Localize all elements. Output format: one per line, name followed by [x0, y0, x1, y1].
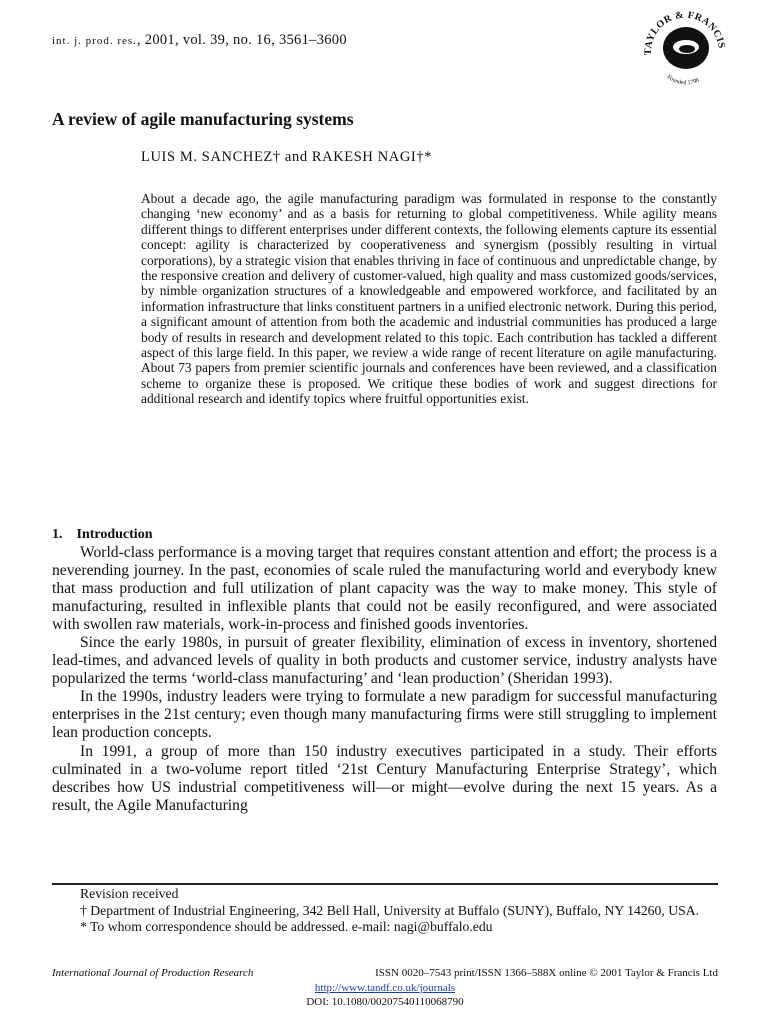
section-title: Introduction	[76, 527, 153, 542]
journal-abbreviation: int. j. prod. res.	[52, 35, 137, 47]
footnotes	[52, 886, 718, 936]
footnote-divider	[52, 883, 718, 885]
logo-wordmark: TAYLOR & FRANCIS	[642, 10, 727, 56]
footer-issn: ISSN 0020–7543 print/ISSN 1366–588X online © 2001 Taylor & Francis Ltd	[375, 967, 718, 979]
paper-title: A review of agile manufacturing systems	[52, 109, 354, 129]
body-paragraph: In 1991, a group of more than 150 industry executives participated in a study. Their efforts culminated in a two-volume report titled ‘21st Century Manufacturing Enterprise Strategy’, which describes how US industrial competitiveness will—or might—evolve during the next 15 years. As a result, the Agile Manufacturing	[52, 742, 717, 814]
body-paragraph: Since the early 1980s, in pursuit of greater flexibility, elimination of excess in inventory, shortened lead-times, and advanced levels of quality in both products and customer service, industry analysts have popularized the terms ‘world-class manufacturing’ and ‘lean production’ (Sheridan 1993).	[52, 634, 717, 688]
footer-doi: DOI: 10.1080/00207540110068790	[306, 996, 464, 1008]
journal-url-link[interactable]: http://www.tandf.co.uk/journals	[314, 981, 456, 994]
journal-volume-info: , 2001, vol. 39, no. 16, 3561–3600	[136, 32, 347, 48]
section-heading	[52, 527, 152, 543]
section-number: 1.	[52, 527, 63, 542]
revision-note: Revision received	[80, 886, 179, 901]
abstract: About a decade ago, the agile manufacturing paradigm was formulated in response to the constantly changing ‘new economy’ and as a basis for returning to global competitiveness. While agility means different things to different enterprises under different contexts, the following elements capture its essential concept: agility is characterized by cooperativeness and synergism (possibly resulting in virtual corporations), by a strategic vision that enables thriving in face of continuous and unpredictable change, by the responsive creation and delivery of customer-valued, high quality and mass customized goods/services, by nimble organization structures of a knowledgeable and empowered workforce, and facilitated by an information infrastructure that links constituent partners in a unified electronic network. During this period, a significant amount of attention from both the academic and industrial communities has produced a large body of results in research and development related to this topic. Each contribution has tackled a different aspect of this large field. In this paper, we review a wide range of recent literature on agile manufacturing. About 73 papers from premier scientific journals and conferences have been reviewed, and a classification scheme to organize these is proposed. We critique these bodies of work and suggest directions for additional research and identify topics where fruitful opportunities exist.	[141, 191, 718, 407]
body-paragraph: In the 1990s, industry leaders were trying to formulate a new paradigm for successful manufacturing enterprises in the 21st century; even though many manufacturing firms were still struggling to implement lean production concepts.	[52, 688, 717, 742]
footer-journal-name: International Journal of Production Research	[52, 967, 254, 979]
author-list: LUIS M. SANCHEZ† and RAKESH NAGI†*	[141, 149, 433, 165]
correspondence-footnote: * To whom correspondence should be addressed. e-mail: nagi@buffalo.edu	[80, 919, 493, 934]
body-text	[52, 544, 717, 815]
logo-founded-text: Founded 1798	[665, 74, 701, 87]
body-paragraph: World-class performance is a moving target that requires constant attention and effort; the process is a neverending journey. In the past, economies of scale ruled the manufacturing world and everybody knew that mass production and full utilization of plant capacity was the way to make money. This style of manufacturing, resulted in inflexible plants that could not be easily reconfigured, and were associated with swollen raw materials, work-in-process and finished goods inventories.	[52, 544, 717, 634]
journal-citation	[52, 32, 347, 49]
svg-text:Founded 1798	[666, 74, 701, 86]
publisher-logo	[640, 10, 732, 88]
journal-footer	[52, 966, 718, 1010]
affiliation-footnote: † Department of Industrial Engineering, 342 Bell Hall, University at Buffalo (SUNY), Buffalo, NY 14260, USA.	[80, 902, 700, 918]
